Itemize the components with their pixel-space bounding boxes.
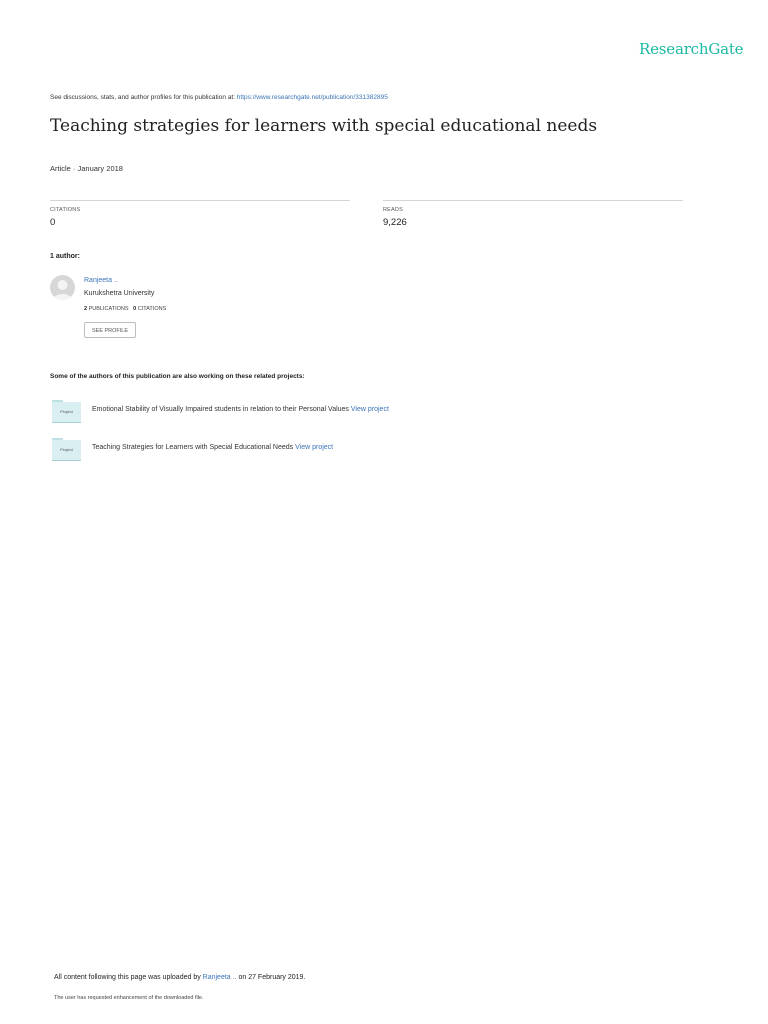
avatar-placeholder-icon — [50, 275, 75, 300]
view-project-link[interactable]: View project — [295, 444, 334, 451]
project-folder-icon — [52, 400, 81, 422]
publication-meta: Article · January 2018 — [50, 164, 123, 173]
project-title: Teaching Strategies for Learners with Special Educational Needs — [92, 444, 294, 451]
author-publications-label: PUBLICATIONS — [88, 306, 129, 312]
discussion-prefix: See discussions, stats, and author profiles for this publication at: — [50, 94, 237, 101]
reads-stat — [383, 200, 683, 228]
author-name-link[interactable]: Ranjeeta .. — [84, 277, 118, 284]
project-icon-label: Project — [52, 440, 81, 461]
researchgate-logo[interactable]: ResearchGate — [639, 40, 744, 58]
publication-url-link[interactable]: https://www.researchgate.net/publication/331382895 — [236, 94, 388, 101]
reads-value: 9,226 — [383, 217, 407, 228]
upload-prefix: All content following this page was uploaded by — [54, 974, 203, 981]
citations-stat — [50, 200, 350, 228]
author-publications-count: 2 — [84, 306, 88, 312]
view-project-link[interactable]: View project — [350, 406, 389, 413]
authors-heading: 1 author: — [50, 253, 80, 260]
upload-info — [54, 974, 305, 981]
project-item — [92, 406, 389, 413]
uploader-link[interactable]: Ranjeeta .. — [202, 974, 237, 981]
author-institution: Kurukshetra University — [84, 290, 155, 297]
projects-heading: Some of the authors of this publication are also working on these related projects: — [50, 373, 305, 380]
see-profile-button[interactable]: SEE PROFILE — [84, 322, 136, 338]
avatar[interactable] — [50, 275, 75, 300]
project-icon-label: Project — [52, 402, 81, 423]
project-item — [92, 444, 333, 451]
project-folder-icon — [52, 438, 81, 460]
discussion-line — [50, 94, 388, 101]
citations-value: 0 — [50, 217, 56, 228]
author-stats — [84, 306, 166, 312]
author-citations-count: 0 — [133, 306, 137, 312]
citations-label: CITATIONS — [50, 207, 81, 213]
upload-date: on 27 February 2019. — [236, 974, 306, 981]
reads-label: READS — [383, 207, 403, 213]
publication-title: Teaching strategies for learners with special educational needs — [50, 116, 598, 136]
project-title: Emotional Stability of Visually Impaired students in relation to their Personal Values — [92, 406, 349, 413]
author-citations-label: CITATIONS — [137, 306, 167, 312]
enhancement-note: The user has requested enhancement of the downloaded file. — [54, 995, 204, 1001]
